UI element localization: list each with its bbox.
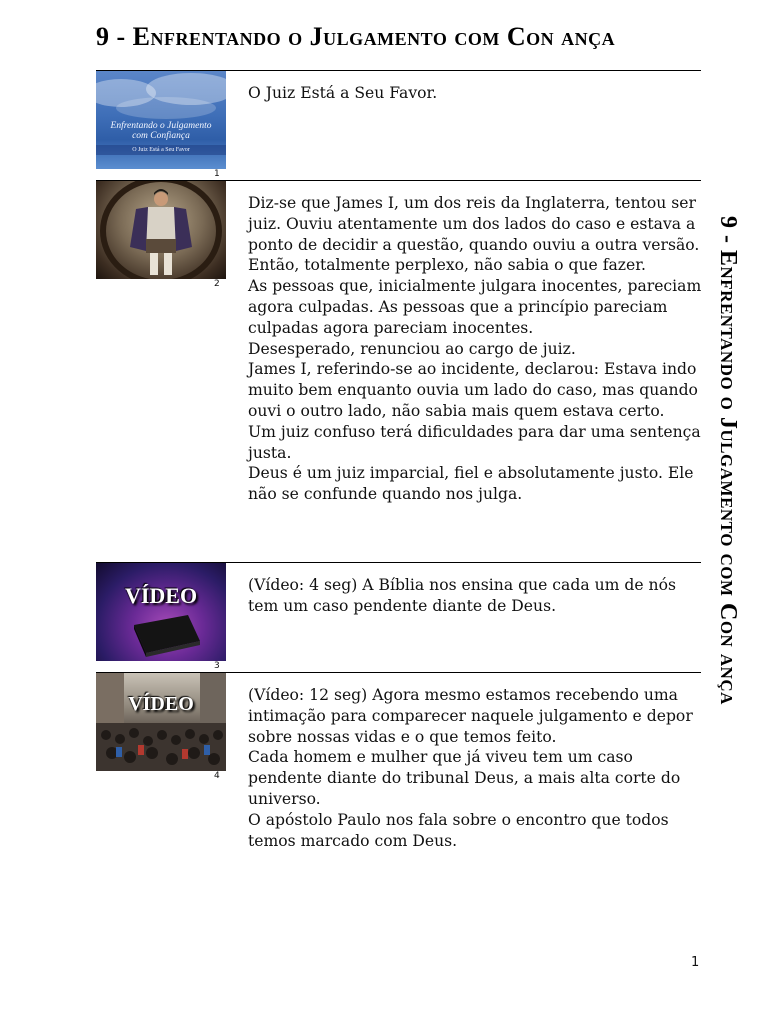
paragraph: Desesperado, renunciou ao cargo de juiz. <box>248 339 576 358</box>
slide-notes-1 <box>248 83 703 104</box>
slide-row-1 <box>96 70 701 181</box>
paragraph: Cada homem e mulher que já viveu tem um caso pendente diante do tribunal Deus, a mais alta corte do universo. <box>248 748 681 808</box>
paragraph: (Vídeo: 4 seg) A Bíblia nos ensina que cada um de nós tem um caso pendente diante de Deus. <box>248 576 676 615</box>
video-label: VÍDEO <box>124 583 198 608</box>
video-label: VÍDEO <box>128 693 194 715</box>
crowd-icon <box>96 673 226 771</box>
bible-icon <box>96 563 226 661</box>
slide-notes-4 <box>248 685 703 851</box>
slide-thumbnail-2 <box>96 181 226 279</box>
paragraph: (Vídeo: 12 seg) Agora mesmo estamos recebendo uma intimação para comparecer naquele julgamento e depor sobre nossas vidas e o que temos feito. <box>248 686 693 746</box>
slide-row-4 <box>96 672 701 873</box>
paragraph: As pessoas que, inicialmente julgara inocentes, pareciam agora culpadas. As pessoas que a princípio pareciam culpadas agora pareciam inocentes. <box>248 277 702 337</box>
slide-thumbnail-4 <box>96 673 226 771</box>
king-portrait-icon <box>96 181 226 279</box>
slide-thumbnail-subtitle: O Juiz Está a Seu Favor <box>132 147 190 153</box>
paragraph: Deus é um juiz imparcial, fiel e absolutamente justo. Ele não se confunde quando nos julga. <box>248 464 694 504</box>
paragraph: Então, totalmente perplexo, não sabia o que fazer. <box>248 256 646 275</box>
page-title: 9 - Enfrentando o Julgamento com Con ança <box>96 22 616 51</box>
paragraph: O Juiz Está a Seu Favor. <box>248 84 438 102</box>
slide-thumbnail-3 <box>96 563 226 661</box>
page-number: 1 <box>691 955 700 970</box>
paragraph: James I, referindo-se ao incidente, declarou: Estava indo muito bem enquanto ouvia um lado do caso, mas quando ouvi o outro lado, não sabia mais quem estava certo. <box>248 360 698 420</box>
slide-number: 1 <box>214 169 220 179</box>
slide-number: 4 <box>214 771 220 781</box>
slide-notes-2 <box>248 193 703 505</box>
slide-number: 2 <box>214 279 220 289</box>
slide-row-3 <box>96 562 701 673</box>
side-title: 9 - Enfrentando o Julgamento com Con ança <box>715 216 741 705</box>
slide-row-2 <box>96 180 701 563</box>
paragraph: O apóstolo Paulo nos fala sobre o encontro que todos temos marcado com Deus. <box>248 810 669 850</box>
paragraph: Diz-se que James I, um dos reis da Inglaterra, tentou ser juiz. Ouviu atentamente um dos lados do caso e estava a ponto de decidir a questão, quando ouviu a outra versão. <box>248 194 700 254</box>
slide-number: 3 <box>214 661 220 671</box>
slide-thumbnail-1 <box>96 71 226 169</box>
paragraph: Um juiz confuso terá dificuldades para dar uma sentença justa. <box>248 422 701 462</box>
slide-thumbnail-title: Enfrentando o Julgamento com Confiança <box>110 121 212 141</box>
slide-notes-3 <box>248 575 703 617</box>
